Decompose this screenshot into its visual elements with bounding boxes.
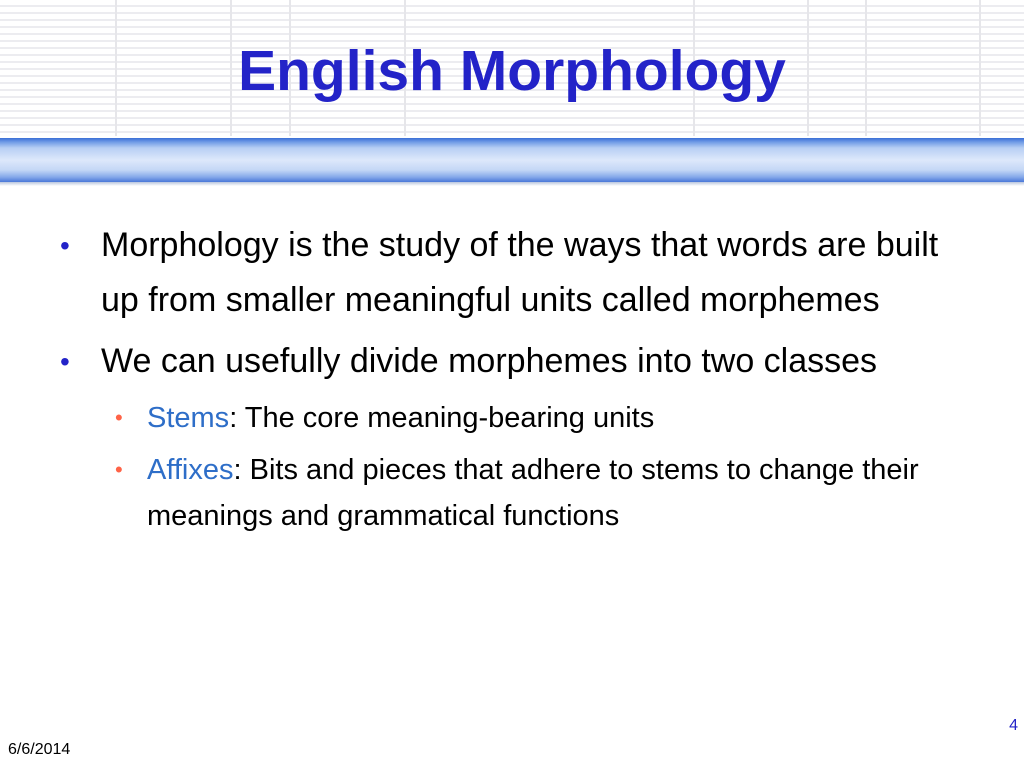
term-affixes: Affixes: [147, 454, 234, 486]
bullet-text: Morphology is the study of the ways that words are built up from smaller meaningful units called morphemes: [101, 226, 939, 319]
bullet-item: [60, 218, 980, 328]
bullet-text: We can usefully divide morphemes into two classes: [101, 342, 878, 380]
sub-bullet-text: : The core meaning-bearing units: [229, 402, 655, 434]
sub-bullet-dot-icon: •: [115, 405, 123, 430]
footer-date: 6/6/2014: [8, 741, 71, 758]
bullet-dot-icon: •: [60, 230, 70, 261]
sub-bullet-item: [115, 395, 980, 441]
term-stems: Stems: [147, 402, 230, 434]
bullet-item: [60, 334, 980, 389]
page-number: 4: [1009, 717, 1018, 734]
sub-bullet-dot-icon: •: [115, 457, 123, 482]
slide-title: English Morphology: [238, 39, 786, 103]
title-underline-bar: [0, 138, 1024, 182]
sub-bullet-text: : Bits and pieces that adhere to stems to change their meanings and grammatical functions: [147, 454, 919, 532]
title-bar-shadow: [0, 182, 1024, 186]
slide-body: [60, 218, 980, 545]
bullet-dot-icon: •: [60, 346, 70, 377]
sub-bullet-item: [115, 447, 980, 539]
